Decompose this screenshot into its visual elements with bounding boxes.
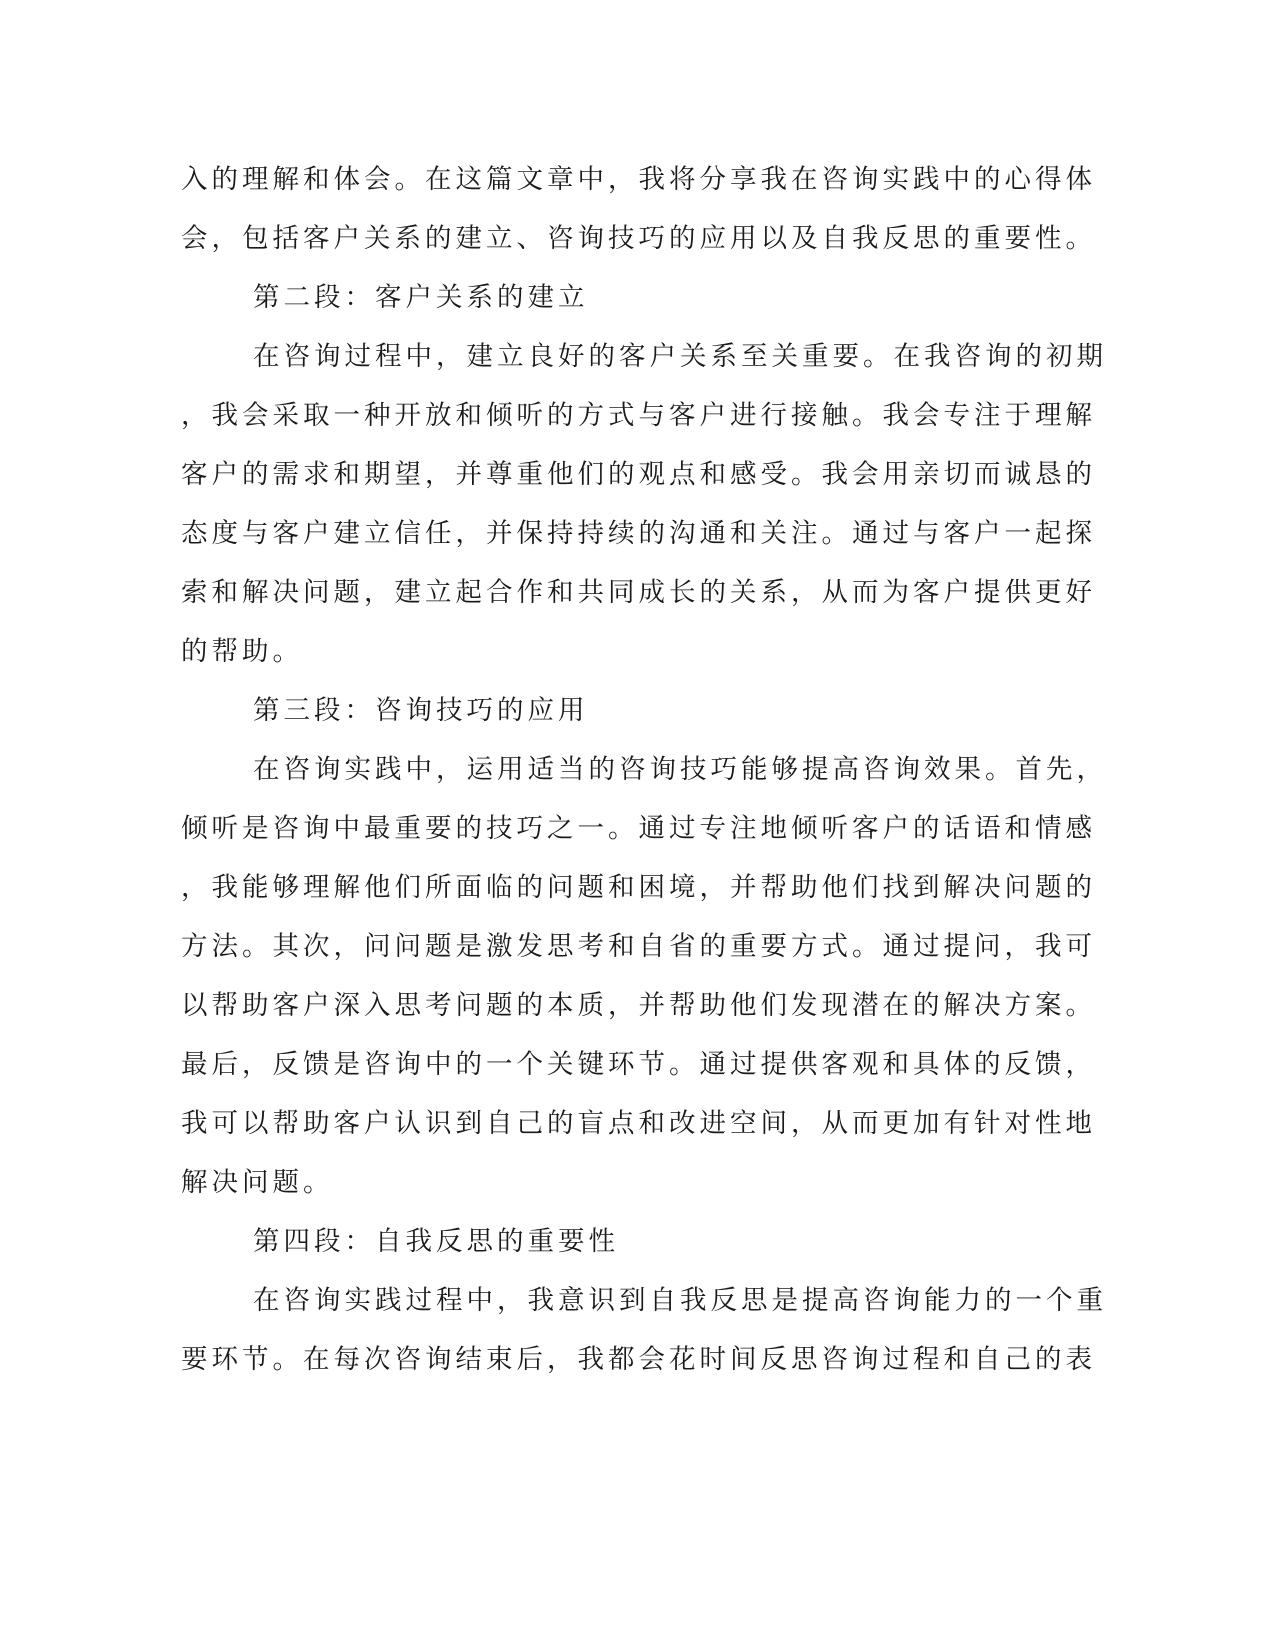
text-line: 以帮助客户深入思考问题的本质，并帮助他们发现潜在的解决方案。 — [181, 990, 1096, 1021]
text-line: ，我会采取一种开放和倾听的方式与客户进行接触。我会专注于理解 — [181, 400, 1096, 431]
text-line: 在咨询过程中，建立良好的客户关系至关重要。在我咨询的初期 — [253, 341, 1107, 372]
text-line: 要环节。在每次咨询结束后，我都会花时间反思咨询过程和自己的表 — [181, 1344, 1096, 1375]
text-line: 最后，反馈是咨询中的一个关键环节。通过提供客观和具体的反馈， — [181, 1049, 1096, 1080]
text-line: 解决问题。 — [181, 1167, 334, 1198]
text-line: 客户的需求和期望，并尊重他们的观点和感受。我会用亲切而诚恳的 — [181, 459, 1096, 490]
text-line: ，我能够理解他们所面临的问题和困境，并帮助他们找到解决问题的 — [181, 872, 1096, 903]
section-heading-2: 第二段：客户关系的建立 — [253, 282, 589, 313]
text-line: 态度与客户建立信任，并保持持续的沟通和关注。通过与客户一起探 — [181, 518, 1096, 549]
section-heading-4: 第四段：自我反思的重要性 — [253, 1226, 619, 1257]
text-line: 会，包括客户关系的建立、咨询技巧的应用以及自我反思的重要性。 — [181, 223, 1096, 254]
text-line: 在咨询实践中，运用适当的咨询技巧能够提高咨询效果。首先， — [253, 754, 1107, 785]
section-heading-3: 第三段：咨询技巧的应用 — [253, 695, 589, 726]
text-line: 索和解决问题，建立起合作和共同成长的关系，从而为客户提供更好 — [181, 577, 1096, 608]
text-line: 在咨询实践过程中，我意识到自我反思是提高咨询能力的一个重 — [253, 1285, 1107, 1316]
text-line: 方法。其次，问问题是激发思考和自省的重要方式。通过提问，我可 — [181, 931, 1096, 962]
text-line: 入的理解和体会。在这篇文章中，我将分享我在咨询实践中的心得体 — [181, 164, 1096, 195]
text-line: 我可以帮助客户认识到自己的盲点和改进空间，从而更加有针对性地 — [181, 1108, 1096, 1139]
text-line: 倾听是咨询中最重要的技巧之一。通过专注地倾听客户的话语和情感 — [181, 813, 1096, 844]
text-line: 的帮助。 — [181, 636, 303, 667]
